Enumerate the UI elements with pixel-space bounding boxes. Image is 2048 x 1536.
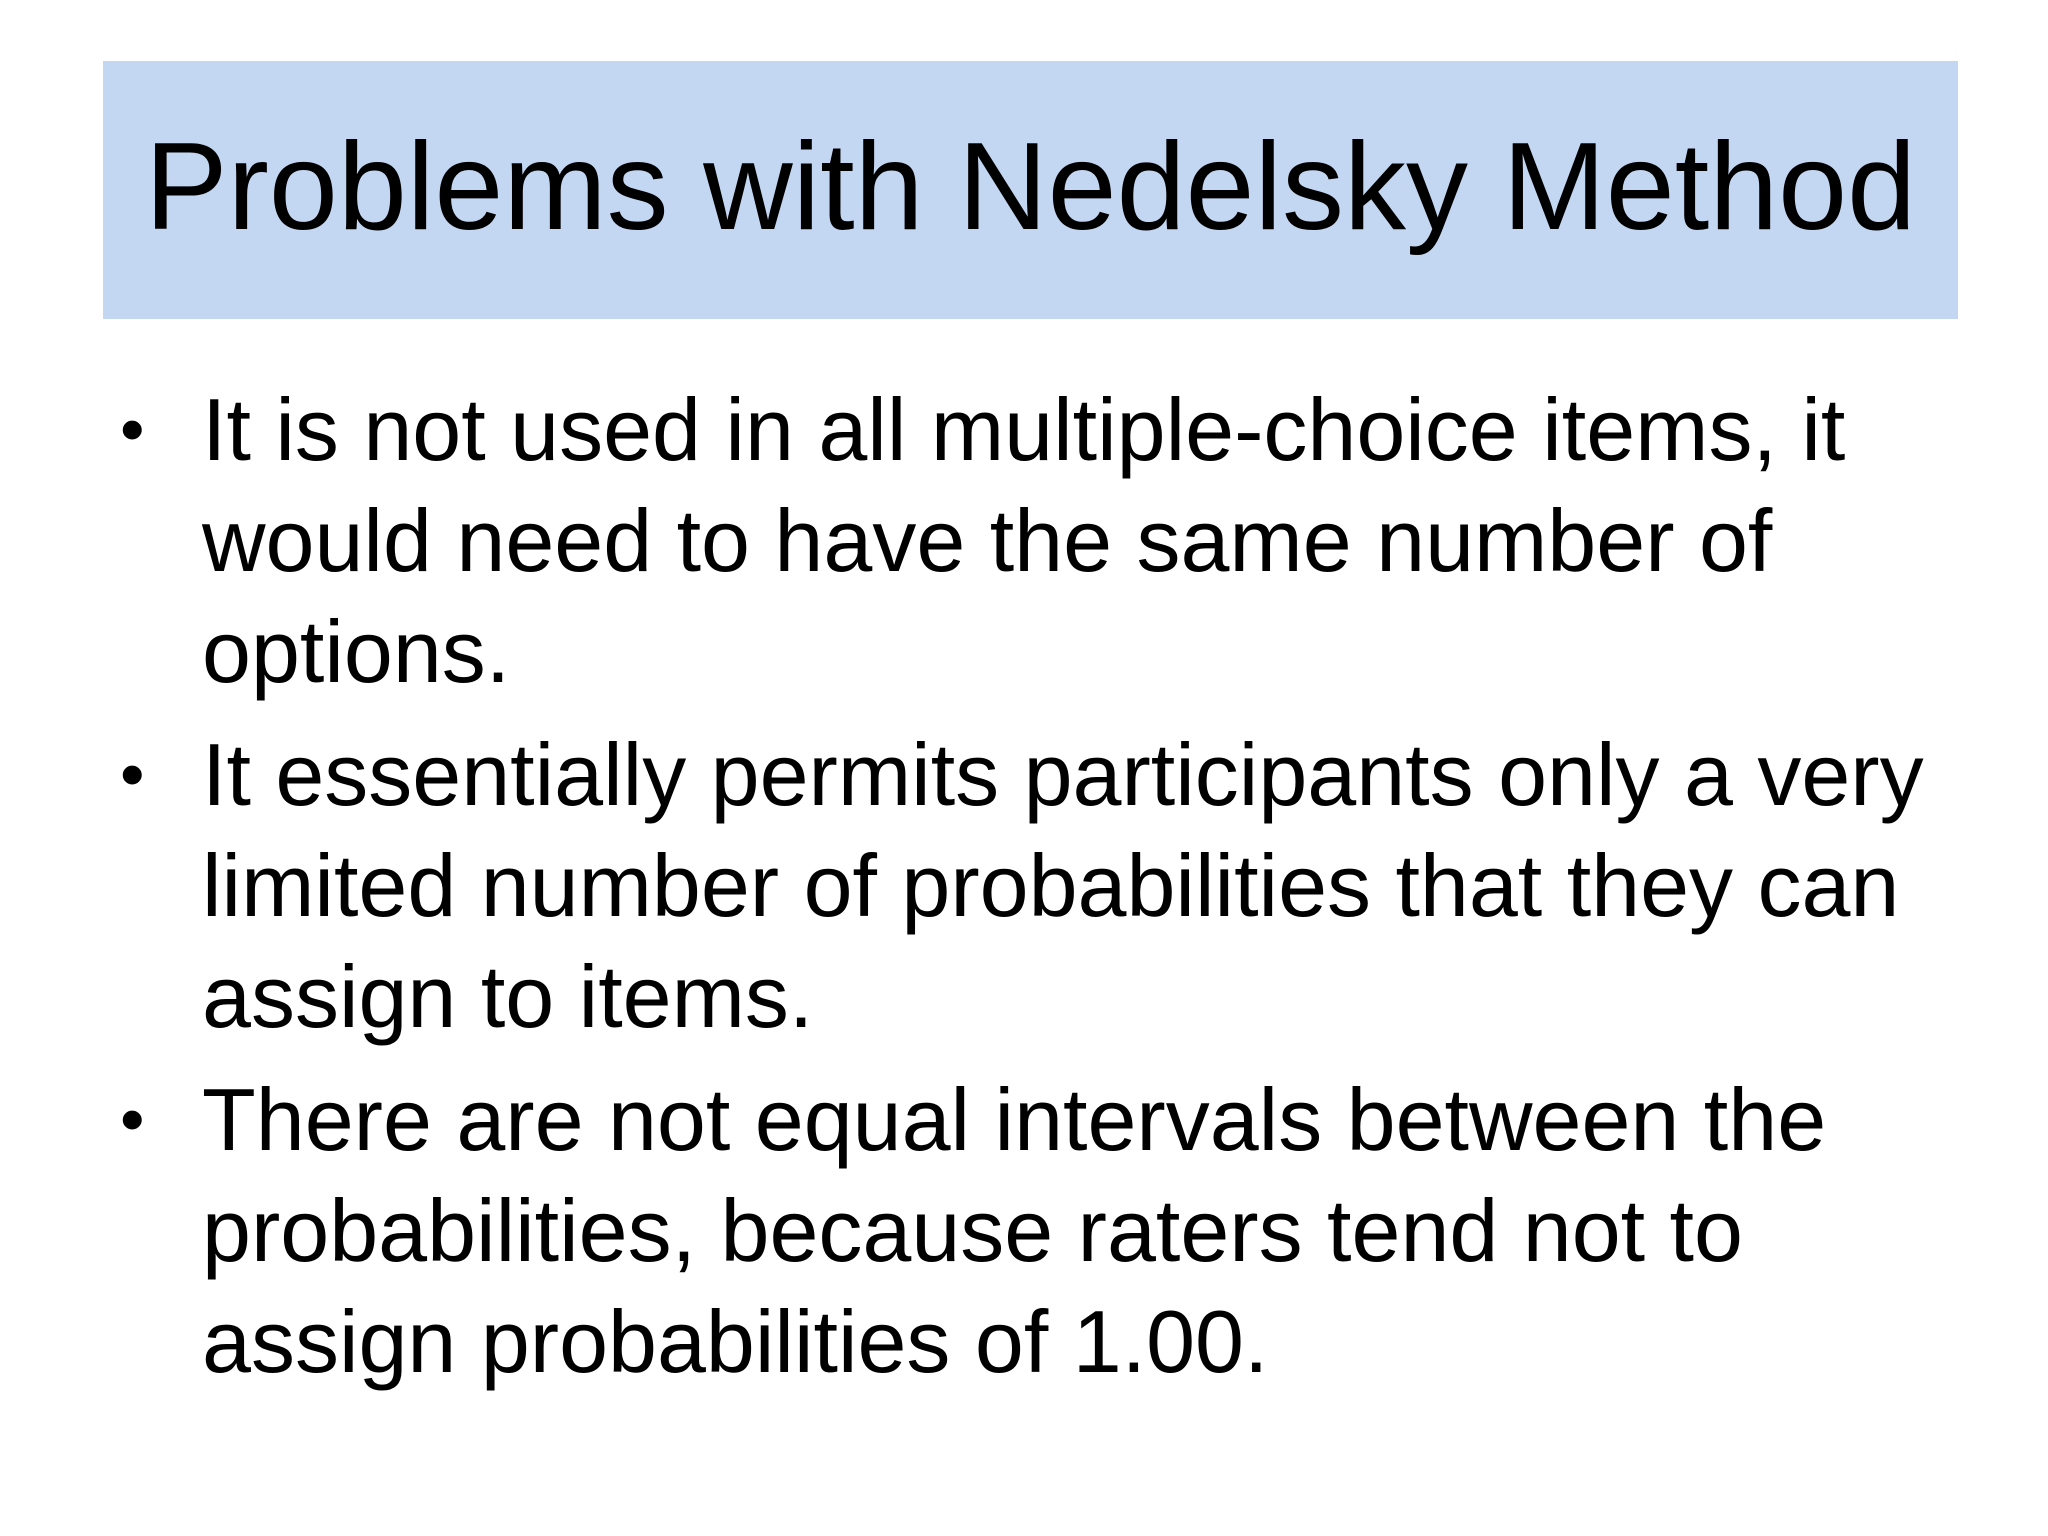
bullet-item [120, 374, 1960, 707]
bullet-dot-icon: • [120, 390, 145, 468]
bullet-list [120, 374, 1960, 1397]
bullet-dot-icon: • [120, 735, 145, 813]
bullet-dot-icon: • [120, 1080, 145, 1158]
slide-title: Problems with Nedelsky Method [144, 118, 1917, 256]
bullet-text: It essentially permits participants only a very limited number of probabilities that they can assign to items. [202, 725, 1924, 1046]
bullet-text: There are not equal intervals between the probabilities, because raters tend not to assign probabilities of 1.00. [202, 1070, 1827, 1391]
bullet-item [120, 1064, 1960, 1397]
title-bar [103, 61, 1958, 319]
bullet-text: It is not used in all multiple-choice items, it would need to have the same number of options. [202, 380, 1846, 701]
bullet-item [120, 719, 1960, 1052]
